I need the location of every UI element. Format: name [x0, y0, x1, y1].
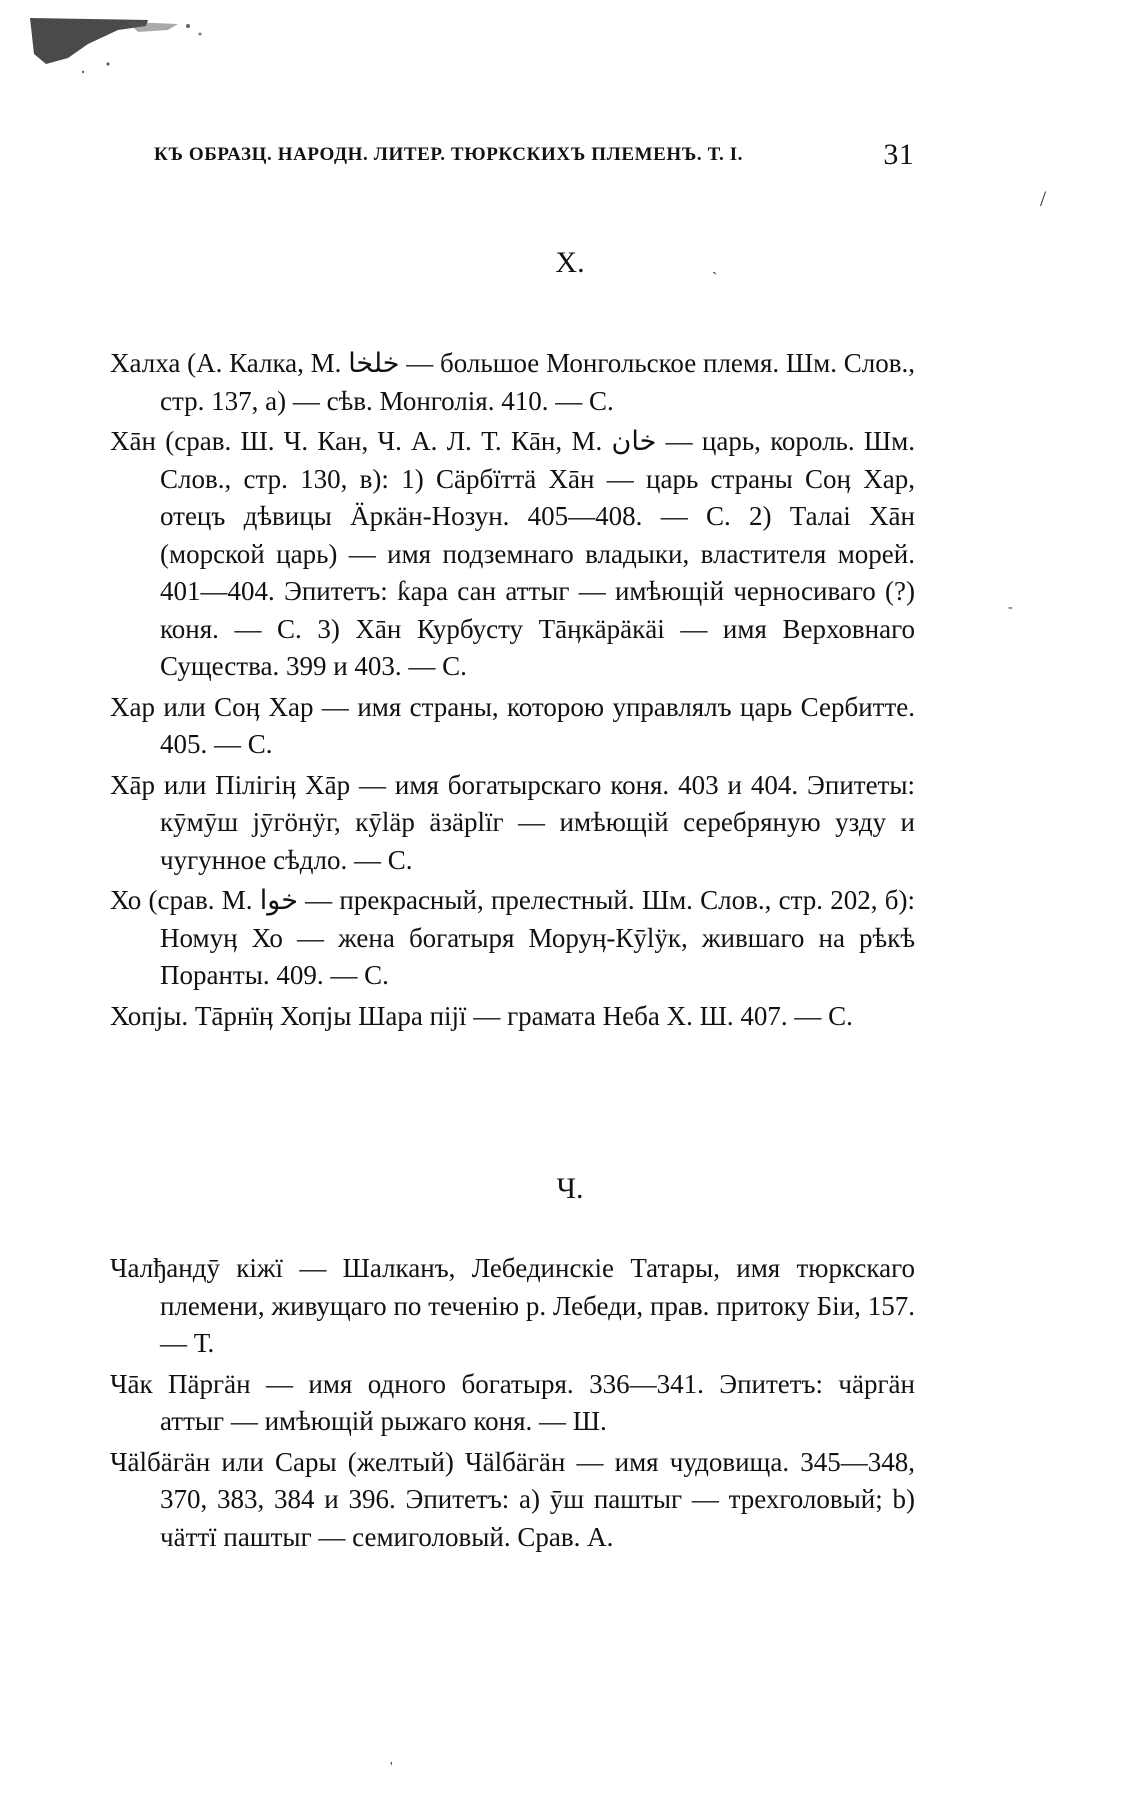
entry-khar-country: Хар или Соӊ Хар — имя страны, которою управлялъ царь Сербитте. 405. — С. — [110, 691, 915, 759]
scan-speck: ' — [390, 1760, 393, 1775]
entry-khopjy: Хопјы. Тāрнïӊ Хопјы Шара пiјï — грамата Неба Х. Ш. 407. — С. — [110, 1000, 853, 1031]
page-number: 31 — [883, 138, 914, 171]
running-head — [110, 138, 920, 178]
section-letter-kha: Х. — [555, 246, 585, 279]
entry-chak-pargan: Чāк Пäргäн — имя одного богатыря. 336—341. Эпитетъ: чäргäн аттыг — имѣющій рыжаго коня. — Ш. — [110, 1368, 915, 1436]
running-head-title: КЪ ОБРАЗЦ. НАРОДН. ЛИТЕР. ТЮРКСКИХЪ ПЛЕМЕНЪ. Т. I. — [154, 144, 744, 165]
section-kha-entries — [110, 345, 915, 1038]
section-letter-che: Ч. — [556, 1172, 584, 1205]
scan-corner-smudge — [28, 14, 218, 78]
entry-khan: Хāн (срав. Ш. Ч. Кан, Ч. А. Л. Т. Кāн, М. ﺧﺎﻥ — царь, король. Шм. Слов., стр. 130, в): 1) Сäрбïттä Хāн — царь страны Соӊ Хар, отецъ дѣвицы Äркäн-Нозун. 405—408. — С. 2) Талаі Хāн (морской царь) — имя подземнаго владыки, властителя морей. 401—404. Эпитетъ: ƙара сан аттыг — имѣющій черносиваго (?) коня. — С. 3) Хāн Курбусту Тāӊкäрäкäі — имя Верховнаго Существа. 399 и 403. — С. — [110, 426, 916, 681]
scan-speck: ` — [712, 270, 718, 287]
entry-khalkha: Халха (А. Калка, М. ﺧﻠﺨﺎ — большое Монгольское племя. Шм. Слов., стр. 137, а) — сѣв. Монголія. 410. — С. — [110, 348, 915, 416]
entry-kho: Хо (срав. М. ﺧﻮﺍ — прекрасный, прелестный. Шм. Слов., стр. 202, б): Номуӊ Хо — жена богатыря Моруӊ-Кӯlӱк, жившаго на рѣкѣ Поранты. 409. — С. — [110, 885, 915, 990]
entry-khar-horse: Хāр или Пiлiгiӊ Хāр — имя богатырскаго коня. 403 и 404. Эпитеты: кӯмӯш јӯгӧнӱг, кӯläр äзäрlïг — имѣющій серебряную узду и чугунное сѣдло. — С. — [110, 769, 915, 875]
entry-chalgandu: Чалђандӯ кiжï — Шалканъ, Лебединскіе Татары, имя тюркскаго племени, живущаго по теченію р. Лебеди, прав. притоку Біи, 157. — Т. — [110, 1253, 915, 1358]
entry-chalbagan: Чälбäгäн или Сары (желтый) Чälбäгäн — имя чудовища. 345—348, 370, 383, 384 и 396. Эпитетъ: а) ӯш паштыг — трехголовый; b) чäттï паштыг — семиголовый. Срав. А. — [110, 1446, 915, 1552]
scan-speck: / — [1040, 186, 1047, 211]
scan-speck: - — [1008, 600, 1013, 615]
section-che-entries — [110, 1250, 915, 1559]
